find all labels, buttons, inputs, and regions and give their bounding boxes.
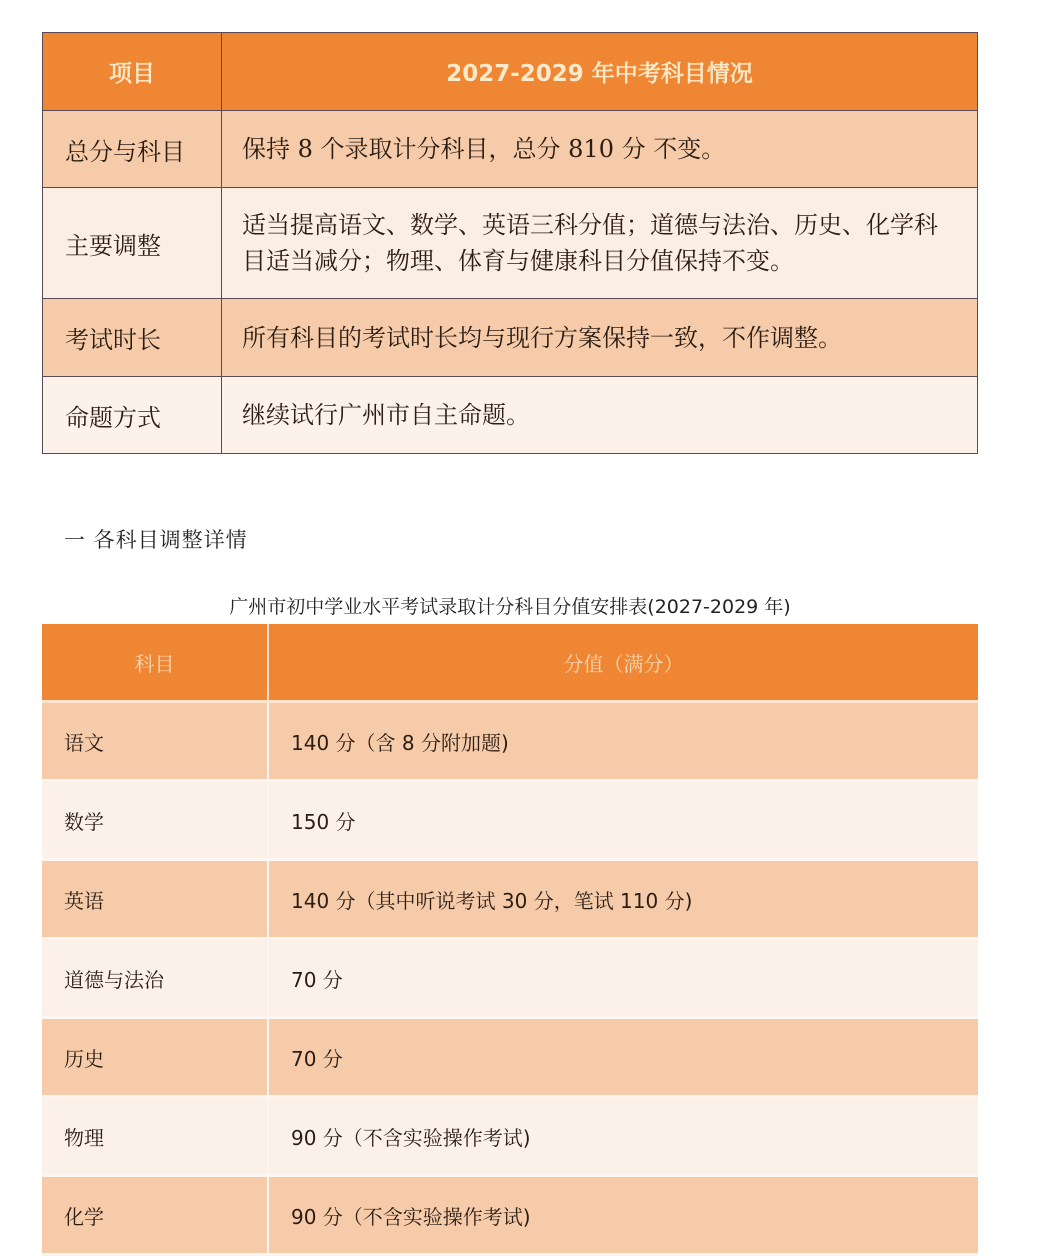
overview-row bbox=[43, 188, 978, 299]
overview-item: 主要调整 bbox=[43, 188, 222, 299]
score-subject: 化学 bbox=[42, 1176, 268, 1255]
overview-header-item: 项目 bbox=[43, 33, 222, 111]
score-table-caption: 广州市初中学业水平考试录取计分科目分值安排表(2027-2029 年) bbox=[229, 596, 791, 618]
score-row bbox=[42, 702, 978, 781]
score-subject: 历史 bbox=[42, 1018, 268, 1097]
overview-detail: 保持 8 个录取计分科目，总分 810 分 不变。 bbox=[222, 111, 978, 188]
score-header-subject: 科目 bbox=[42, 624, 268, 702]
score-subject: 语文 bbox=[42, 702, 268, 781]
score-subject: 数学 bbox=[42, 781, 268, 860]
score-value: 150 分 bbox=[268, 781, 978, 860]
overview-row bbox=[43, 111, 978, 188]
section-heading: 一 各科目调整详情 bbox=[64, 528, 248, 552]
overview-detail: 所有科目的考试时长均与现行方案保持一致，不作调整。 bbox=[222, 299, 978, 377]
overview-item: 命题方式 bbox=[43, 377, 222, 454]
score-value: 70 分 bbox=[268, 1018, 978, 1097]
score-row bbox=[42, 860, 978, 939]
score-subject: 英语 bbox=[42, 860, 268, 939]
score-subject: 物理 bbox=[42, 1097, 268, 1176]
score-row bbox=[42, 1176, 978, 1255]
score-subject: 道德与法治 bbox=[42, 939, 268, 1018]
overview-table bbox=[42, 32, 978, 454]
overview-row bbox=[43, 299, 978, 377]
score-header-row bbox=[42, 624, 978, 702]
score-value: 140 分（其中听说考试 30 分，笔试 110 分) bbox=[268, 860, 978, 939]
score-row bbox=[42, 939, 978, 1018]
overview-header-detail: 2027-2029 年中考科目情况 bbox=[222, 33, 978, 111]
score-row bbox=[42, 1097, 978, 1176]
score-header-score: 分值（满分） bbox=[268, 624, 978, 702]
overview-detail: 继续试行广州市自主命题。 bbox=[222, 377, 978, 454]
score-value: 90 分（不含实验操作考试) bbox=[268, 1176, 978, 1255]
score-table bbox=[42, 624, 978, 1256]
score-value: 70 分 bbox=[268, 939, 978, 1018]
score-row bbox=[42, 1018, 978, 1097]
overview-row bbox=[43, 377, 978, 454]
overview-item: 考试时长 bbox=[43, 299, 222, 377]
overview-header-row bbox=[43, 33, 978, 111]
overview-item: 总分与科目 bbox=[43, 111, 222, 188]
overview-detail: 适当提高语文、数学、英语三科分值；道德与法治、历史、化学科目适当减分；物理、体育与健康科目分值保持不变。 bbox=[222, 188, 978, 299]
score-row bbox=[42, 781, 978, 860]
score-value: 90 分（不含实验操作考试) bbox=[268, 1097, 978, 1176]
score-value: 140 分（含 8 分附加题) bbox=[268, 702, 978, 781]
